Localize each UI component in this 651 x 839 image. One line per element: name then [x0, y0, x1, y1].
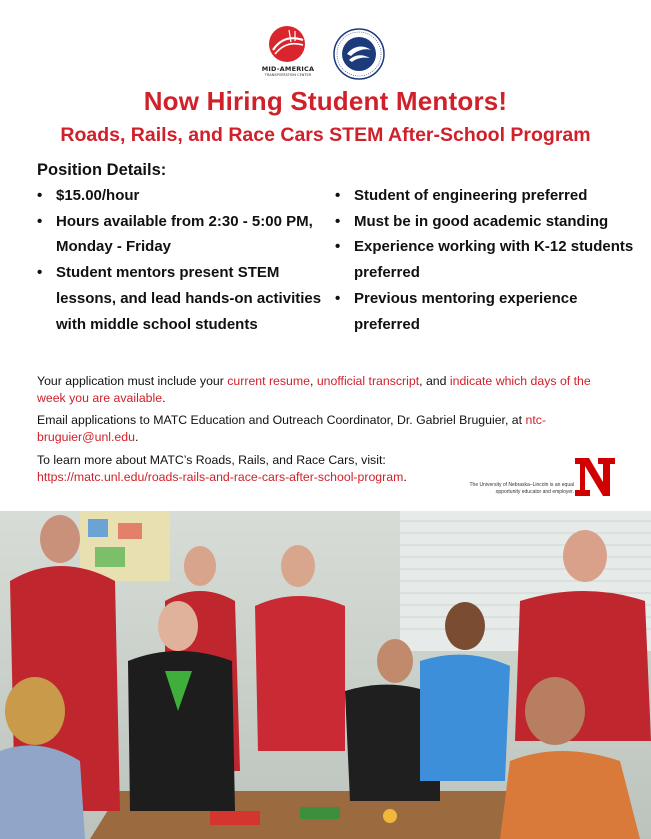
- position-details-title: Position Details:: [37, 161, 167, 179]
- list-item: • $15.00/hour: [37, 183, 327, 209]
- application-requirements: Your application must include your current resume, unofficial transcript, and indicate which days of the week you are available.: [37, 374, 591, 405]
- position-details-right-list: [335, 183, 635, 337]
- page-subheadline: Roads, Rails, and Race Cars STEM After-School Program: [60, 124, 591, 146]
- header-logos: [0, 26, 651, 86]
- dot-seal-icon: [333, 28, 385, 80]
- list-item: • Student of engineering preferred: [335, 183, 635, 209]
- list-item: • Student mentors present STEM lessons, and lead hands-on activities with middle school students: [37, 260, 327, 337]
- position-details-left-list: [37, 183, 327, 337]
- matc-logo: [256, 26, 320, 82]
- list-item: • Hours available from 2:30 - 5:00 PM, Monday - Friday: [37, 209, 327, 260]
- page-headline: Now Hiring Student Mentors!: [143, 86, 508, 116]
- availability-requirement: indicate which days of the week you are available: [37, 374, 591, 405]
- matc-swoosh-icon: [269, 26, 305, 62]
- email-instructions: Email applications to MATC Education and Outreach Coordinator, Dr. Gabriel Bruguier, at ntc-bruguier@unl.edu.: [37, 413, 546, 444]
- program-url-link[interactable]: https://matc.unl.edu/roads-rails-and-race-cars-after-school-program: [37, 469, 404, 484]
- resume-requirement: current resume: [227, 374, 310, 388]
- list-item: • Previous mentoring experience preferred: [335, 286, 635, 337]
- matc-name: MID-AMERICA: [261, 65, 315, 73]
- unl-disclaimer: The University of Nebraska–Lincoln is an equal opportunity educator and employer.: [469, 482, 574, 495]
- list-item: • Experience working with K-12 students preferred: [335, 234, 635, 285]
- learn-more: To learn more about MATC’s Roads, Rails, and Race Cars, visit: https://matc.unl.edu/roads-rails-and-race-cars-after-school-program.: [37, 453, 407, 484]
- student-mentors-photo: [0, 511, 651, 839]
- transcript-requirement: unofficial transcript: [316, 374, 420, 388]
- nebraska-n-logo: [573, 456, 617, 498]
- list-item: • Must be in good academic standing: [335, 209, 635, 235]
- email-link[interactable]: ntc-bruguier@unl.edu: [37, 413, 546, 444]
- matc-subtitle: TRANSPORTATION CENTER: [264, 73, 312, 77]
